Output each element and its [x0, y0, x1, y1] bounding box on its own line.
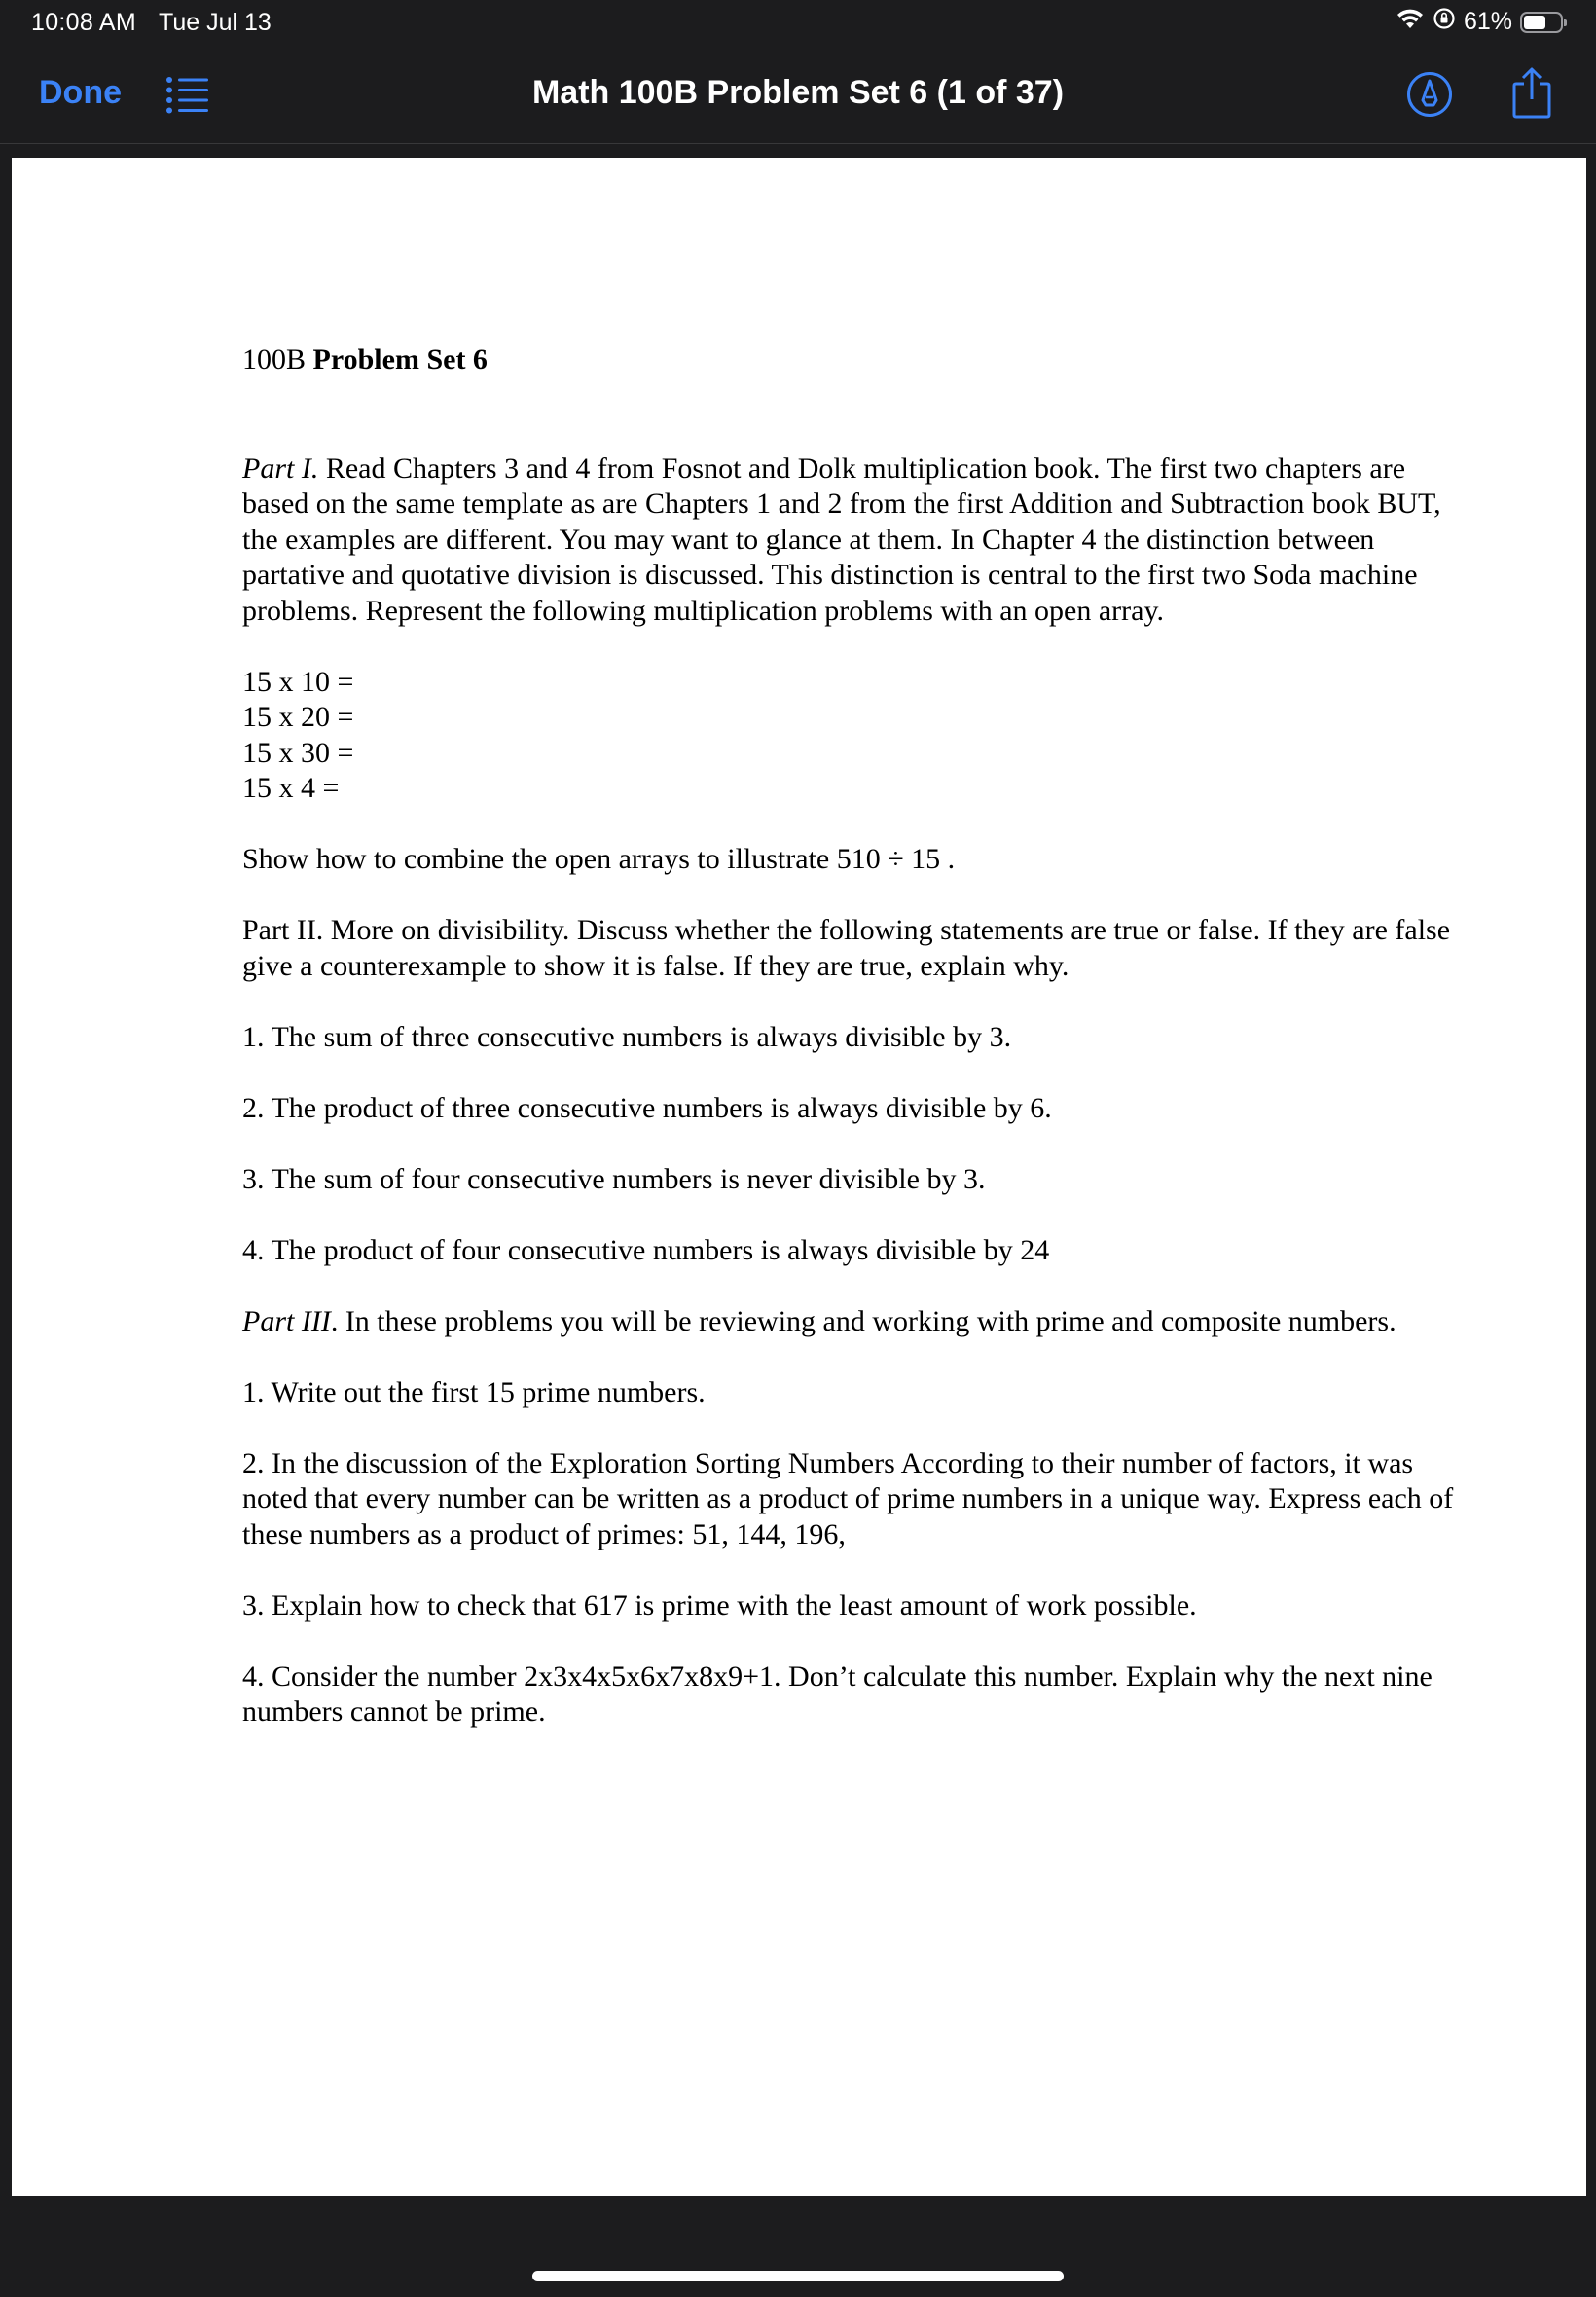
- nav-divider: [0, 143, 1596, 144]
- equation-line: 15 x 20 =: [242, 701, 354, 733]
- equation-line: 15 x 10 =: [242, 665, 354, 698]
- battery-percentage: 61%: [1463, 8, 1512, 35]
- part1-paragraph: [242, 452, 1469, 630]
- part3-item: 1. Write out the first 15 prime numbers.: [242, 1375, 706, 1408]
- heading-course: 100B: [242, 344, 313, 376]
- battery-icon: [1520, 12, 1563, 33]
- status-time: 10:08 AM: [31, 9, 137, 36]
- markup-pen-icon: [1405, 70, 1454, 119]
- part2-intro: Part II. More on divisibility. Discuss whether the following statements are true or false. If they are false give a counterexample to show it is false. If they are true, explain why.: [242, 914, 1451, 982]
- part2-item: 2. The product of three consecutive numbers is always divisible by 6.: [242, 1091, 1052, 1124]
- battery-fill: [1524, 16, 1545, 29]
- heading-title: Problem Set 6: [312, 344, 488, 376]
- document-content: [242, 343, 1469, 1731]
- part3-text: . In these problems you will be reviewing and working with prime and composite numbers.: [330, 1304, 1396, 1337]
- part3-item: 4. Consider the number 2x3x4x5x6x7x8x9+1. Don’t calculate this number. Explain why the next nine numbers cannot be prime.: [242, 1659, 1433, 1728]
- markup-button[interactable]: [1405, 70, 1454, 119]
- nav-bar: [0, 47, 1596, 144]
- part2-item: 3. The sum of four consecutive numbers is never divisible by 3.: [242, 1162, 986, 1195]
- home-indicator[interactable]: [532, 2271, 1064, 2281]
- share-icon: [1510, 66, 1553, 121]
- status-date: Tue Jul 13: [159, 9, 272, 36]
- problem-set-heading: [242, 343, 1469, 379]
- wifi-icon: [1396, 7, 1425, 37]
- part1-label: Part I.: [242, 452, 319, 485]
- part3-item: 3. Explain how to check that 617 is prime with the least amount of work possible.: [242, 1588, 1197, 1622]
- equation-line: 15 x 30 =: [242, 736, 354, 769]
- part3-paragraph: [242, 1304, 1469, 1340]
- document-title: Math 100B Problem Set 6 (1 of 37): [531, 74, 1065, 111]
- part3-item: 2. In the discussion of the Exploration Sorting Numbers According to their number of factors, it was noted that every number can be written as a product of prime numbers in a unique way. Express each of these numbers as a product of primes: 51, 144, 196,: [242, 1446, 1454, 1550]
- done-button[interactable]: Done: [39, 74, 122, 111]
- document-page[interactable]: [12, 158, 1586, 2196]
- status-bar: [0, 0, 1596, 47]
- part1-text: Read Chapters 3 and 4 from Fosnot and Dolk multiplication book. The first two chapters are based on the same template as are Chapters 1 and 2 from the first Addition and Subtraction book BUT, the examples are different. You may want to glance at them. In Chapter 4 the distinction between partative and quotative division is discussed. This distinction is central to the first two Soda machine problems. Represent the following multiplication problems with an open array.: [242, 452, 1441, 627]
- share-button[interactable]: [1510, 66, 1553, 121]
- battery-nub: [1564, 19, 1567, 26]
- part2-item: 4. The product of four consecutive numbers is always divisible by 24: [242, 1233, 1050, 1266]
- equation-line: 15 x 4 =: [242, 772, 340, 804]
- orientation-lock-icon: [1433, 7, 1456, 37]
- combine-arrays-prompt: Show how to combine the open arrays to illustrate 510 ÷ 15 .: [242, 843, 956, 875]
- status-indicators: [1396, 7, 1563, 37]
- part2-item: 1. The sum of three consecutive numbers is always divisible by 3.: [242, 1020, 1012, 1053]
- part3-label: Part III: [242, 1304, 331, 1337]
